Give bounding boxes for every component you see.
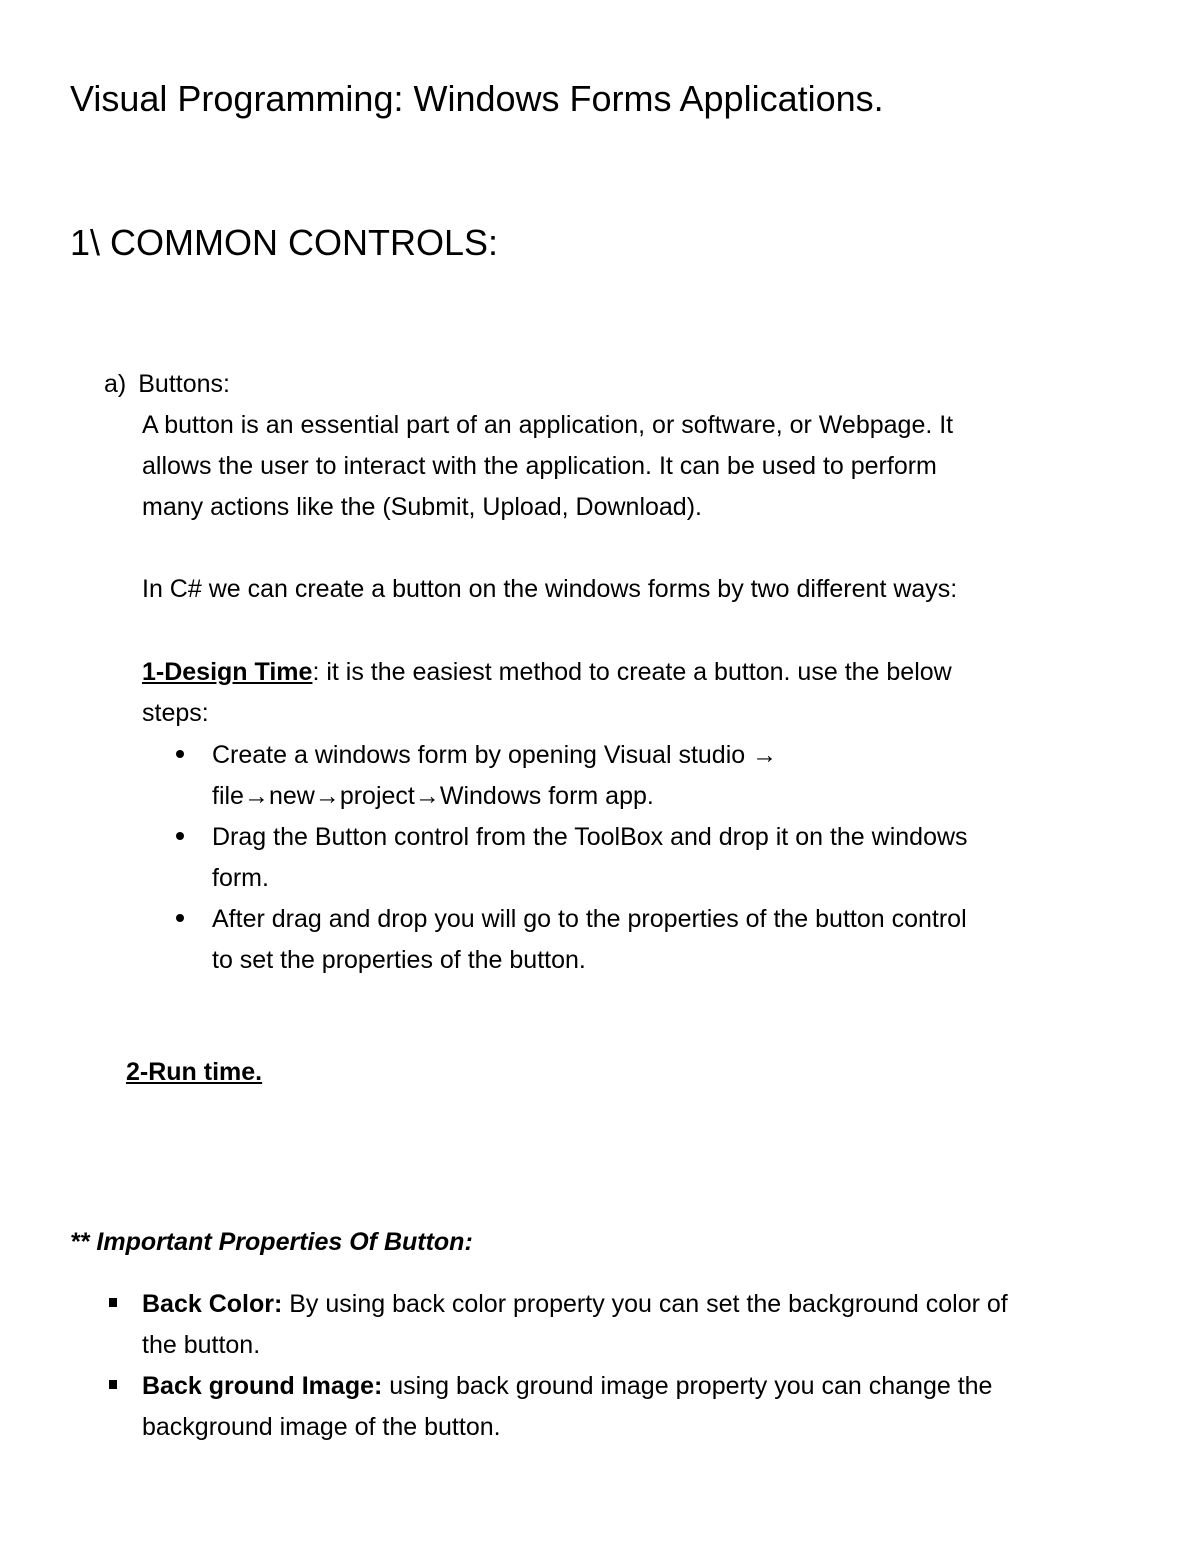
item-a-heading <box>104 364 230 405</box>
step-line: file→new→project→Windows form app. <box>212 782 654 810</box>
run-time-label: 2-Run time. <box>126 1058 263 1086</box>
item-a-label: a) <box>104 370 127 398</box>
property-description: By using back color property you can set the background color of <box>282 1290 1008 1318</box>
property-item <box>142 1284 1008 1325</box>
step-line: Drag the Button control from the ToolBox and drop it on the windows <box>212 823 968 851</box>
design-time-text-continued: steps: <box>142 699 209 727</box>
description-line: allows the user to interact with the application. It can be used to perform <box>142 452 937 480</box>
property-description: using back ground image property you can change the <box>382 1372 993 1400</box>
bullet-icon <box>176 832 184 840</box>
step-line: After drag and drop you will go to the properties of the button control <box>212 905 967 933</box>
step-line: Create a windows form by opening Visual studio → <box>212 741 778 769</box>
ways-intro: In C# we can create a button on the windows forms by two different ways: <box>142 575 958 603</box>
square-bullet-icon <box>109 1298 117 1307</box>
properties-heading: ** Important Properties Of Button: <box>70 1228 473 1256</box>
bullet-icon <box>176 750 184 758</box>
bullet-icon <box>176 914 184 922</box>
section-heading: 1\ COMMON CONTROLS: <box>70 222 499 263</box>
run-time-heading <box>70 1058 262 1087</box>
description-line: many actions like the (Submit, Upload, Download). <box>142 493 702 521</box>
property-item <box>142 1366 992 1407</box>
description-line: A button is an essential part of an application, or software, or Webpage. It <box>142 411 954 439</box>
design-time-text: : it is the easiest method to create a button. use the below <box>312 658 952 686</box>
property-name: Back ground Image: <box>142 1372 383 1400</box>
design-time-label: 1-Design Time <box>142 658 313 686</box>
step-line: to set the properties of the button. <box>212 946 586 974</box>
square-bullet-icon <box>109 1380 117 1389</box>
document-title: Visual Programming: Windows Forms Applications. <box>70 78 884 119</box>
property-description-continued: background image of the button. <box>142 1413 501 1441</box>
step-line: form. <box>212 864 269 892</box>
design-time-paragraph <box>142 652 952 693</box>
property-description-continued: the button. <box>142 1331 261 1359</box>
property-name: Back Color: <box>142 1290 283 1318</box>
item-a-name: Buttons: <box>138 370 230 398</box>
